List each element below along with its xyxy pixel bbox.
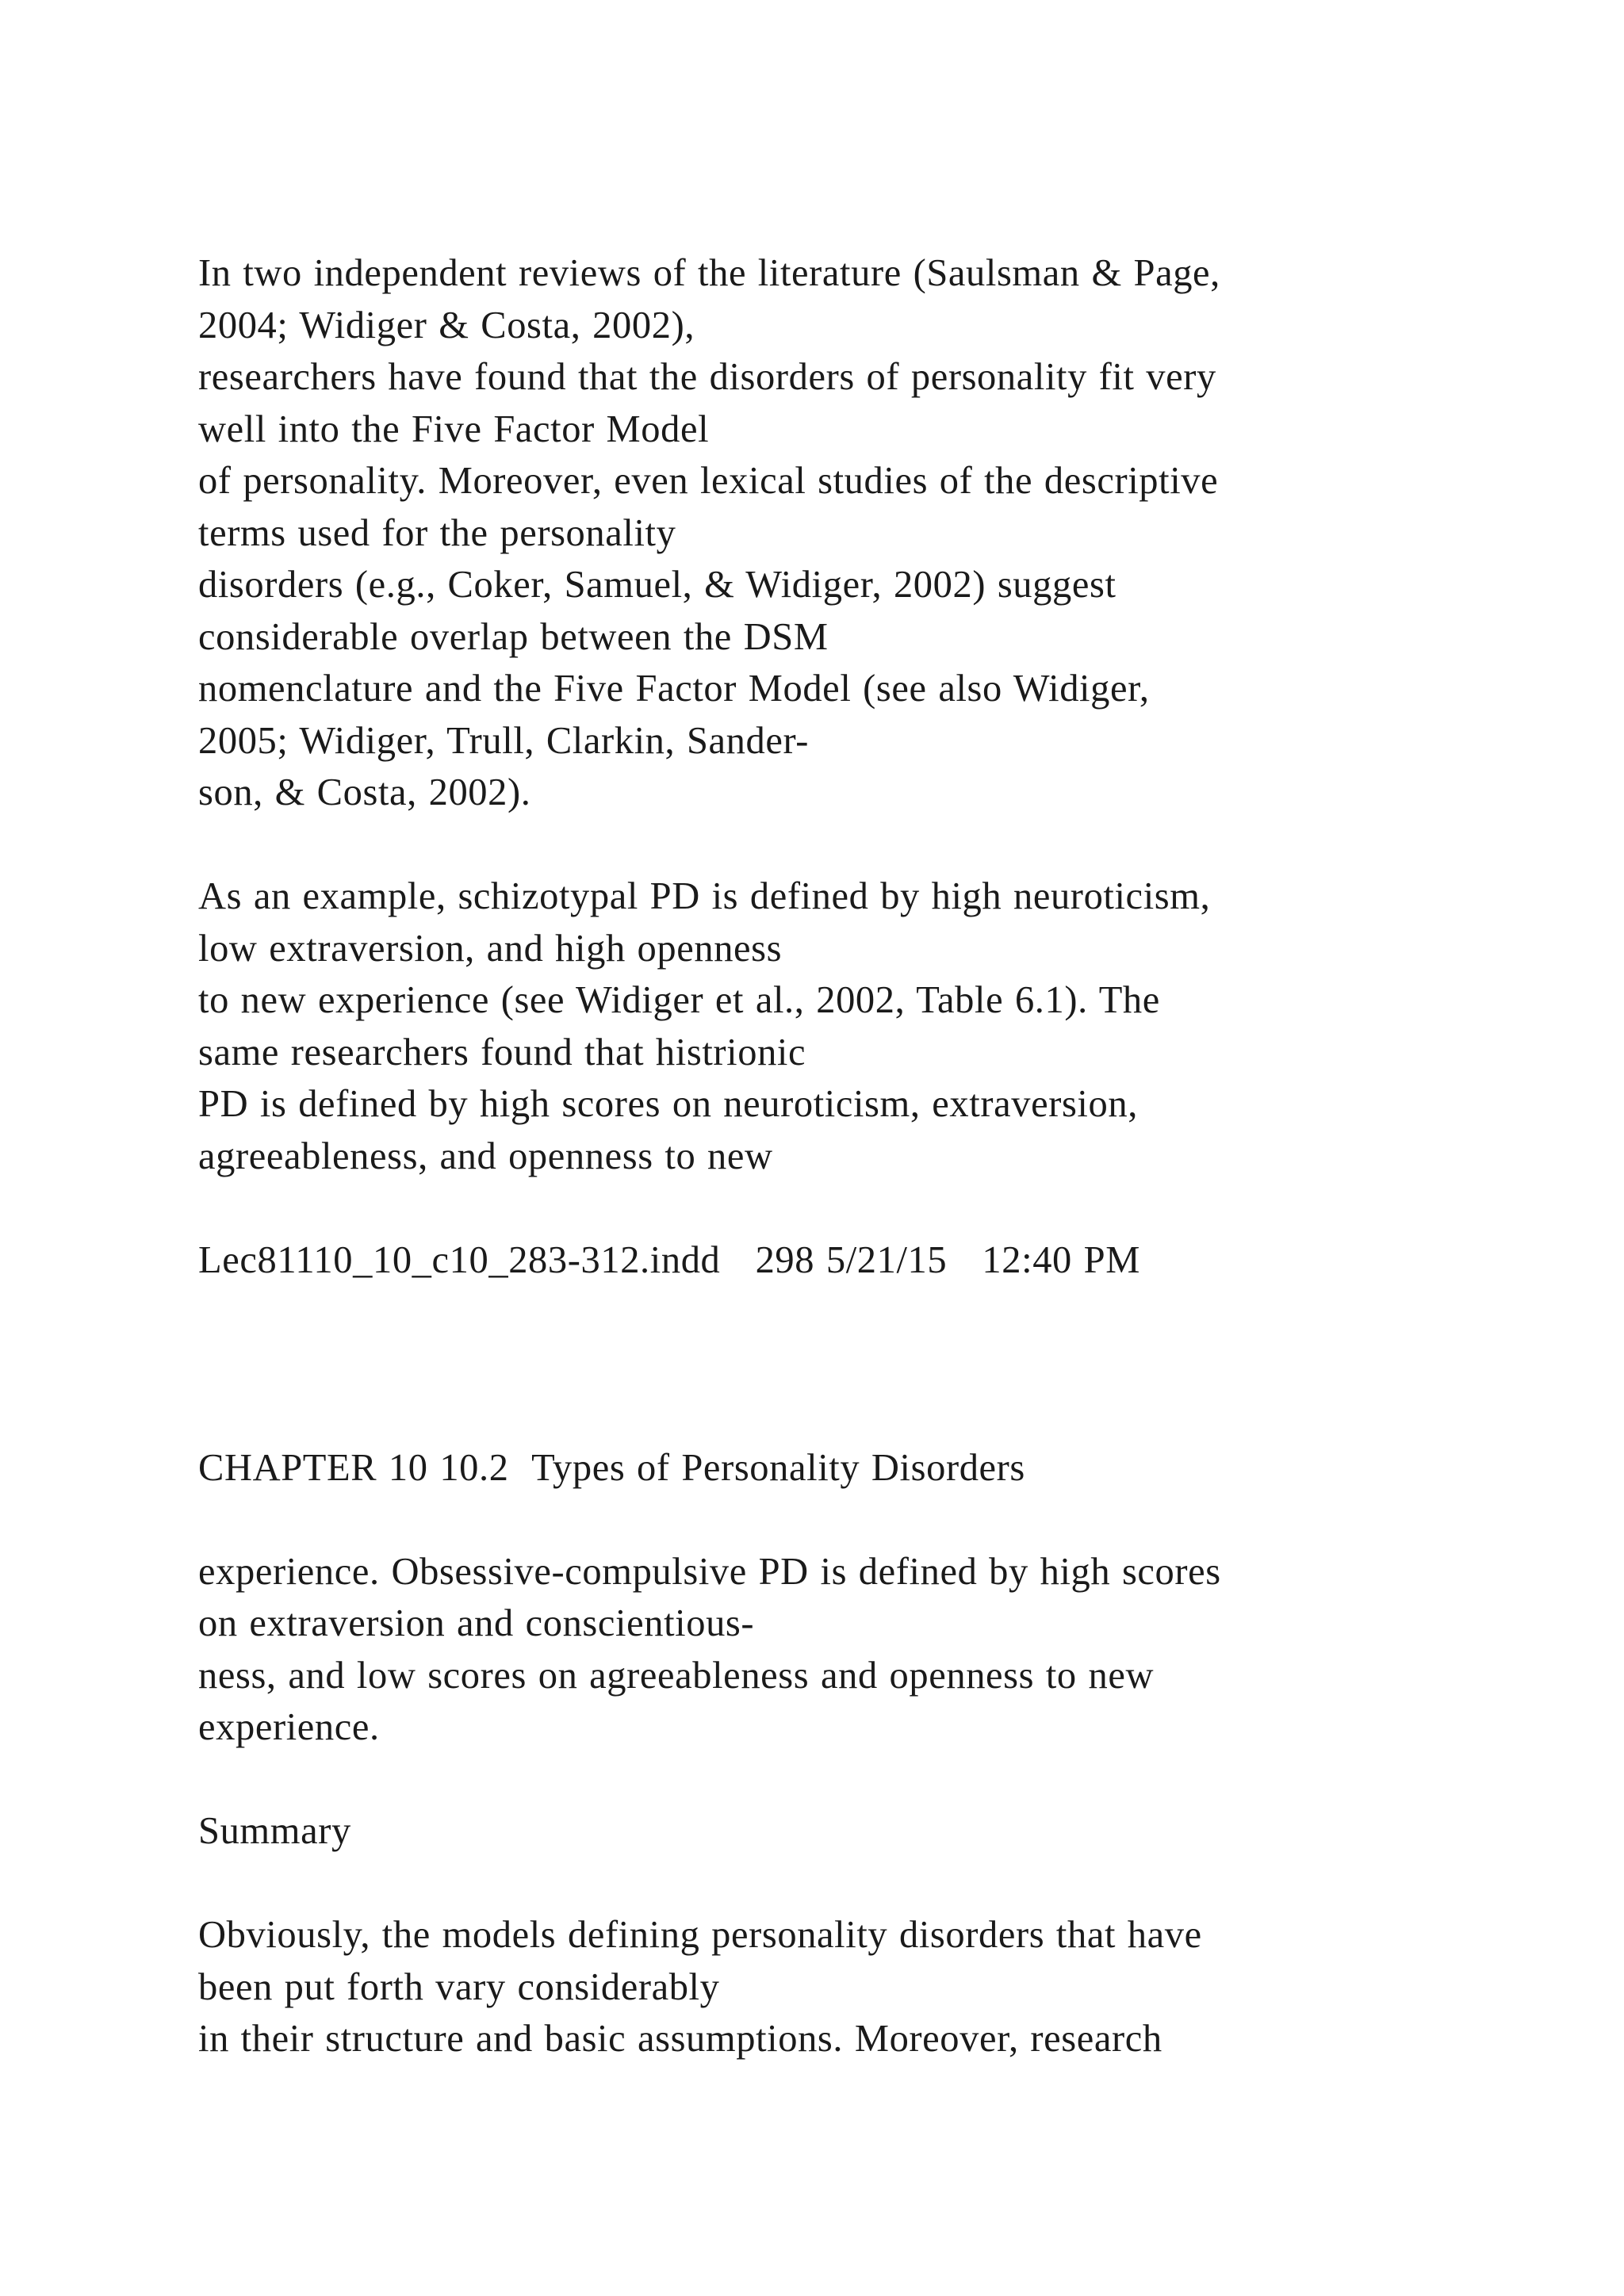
text-line: in their structure and basic assumptions. Moreover, research <box>198 2018 1162 2060</box>
paragraph-obsessive-compulsive <box>198 1546 1594 1754</box>
text-line: considerable overlap between the DSM <box>198 615 829 658</box>
text-line: experience. Obsessive-compulsive PD is defined by high scores <box>198 1550 1221 1593</box>
running-head: CHAPTER 10 10.2 Types of Personality Disorders <box>198 1446 1025 1489</box>
paragraph-literature-reviews <box>198 247 1594 819</box>
text-line: disorders (e.g., Coker, Samuel, & Widiger, 2002) suggest <box>198 564 1116 606</box>
text-line: of personality. Moreover, even lexical studies of the descriptive <box>198 460 1219 502</box>
document-text <box>198 247 1594 2065</box>
text-line: same researchers found that histrionic <box>198 1031 806 1073</box>
footer-slug: Lec81110_10_c10_283-312.indd 298 5/21/15 12:40 PM <box>198 1238 1140 1281</box>
text-line: on extraversion and conscientious- <box>198 1602 755 1644</box>
text-line: agreeableness, and openness to new <box>198 1135 773 1177</box>
text-line: to new experience (see Widiger et al., 2002, Table 6.1). The <box>198 979 1160 1021</box>
paragraph-summary <box>198 1909 1594 2065</box>
text-line: As an example, schizotypal PD is defined by high neuroticism, <box>198 875 1211 917</box>
text-line: researchers have found that the disorders of personality fit very <box>198 356 1216 398</box>
text-line: ness, and low scores on agreeableness and openness to new <box>198 1654 1155 1697</box>
paragraph-schizotypal-example <box>198 871 1594 1182</box>
spacer <box>198 1494 1594 1546</box>
spacer <box>198 1754 1594 1806</box>
text-line: 2004; Widiger & Costa, 2002), <box>198 304 695 346</box>
spacer <box>198 1338 1594 1391</box>
spacer <box>198 1858 1594 1910</box>
spacer <box>198 1286 1594 1338</box>
text-line: well into the Five Factor Model <box>198 408 710 450</box>
text-line: Obviously, the models defining personality disorders that have <box>198 1914 1202 1956</box>
text-line: experience. <box>198 1706 380 1748</box>
spacer <box>198 819 1594 871</box>
text-line: In two independent reviews of the literature (Saulsman & Page, <box>198 252 1220 294</box>
text-line: 2005; Widiger, Trull, Clarkin, Sander- <box>198 719 810 762</box>
text-line: nomenclature and the Five Factor Model (see also Widiger, <box>198 668 1150 710</box>
text-line: son, & Costa, 2002). <box>198 771 531 813</box>
text-line: been put forth vary considerably <box>198 1965 720 2008</box>
text-line: low extraversion, and high openness <box>198 927 783 970</box>
text-line: PD is defined by high scores on neuroticism, extraversion, <box>198 1083 1138 1125</box>
spacer <box>198 1182 1594 1234</box>
text-line: terms used for the personality <box>198 511 676 554</box>
spacer <box>198 1390 1594 1442</box>
section-heading-summary: Summary <box>198 1810 351 1852</box>
